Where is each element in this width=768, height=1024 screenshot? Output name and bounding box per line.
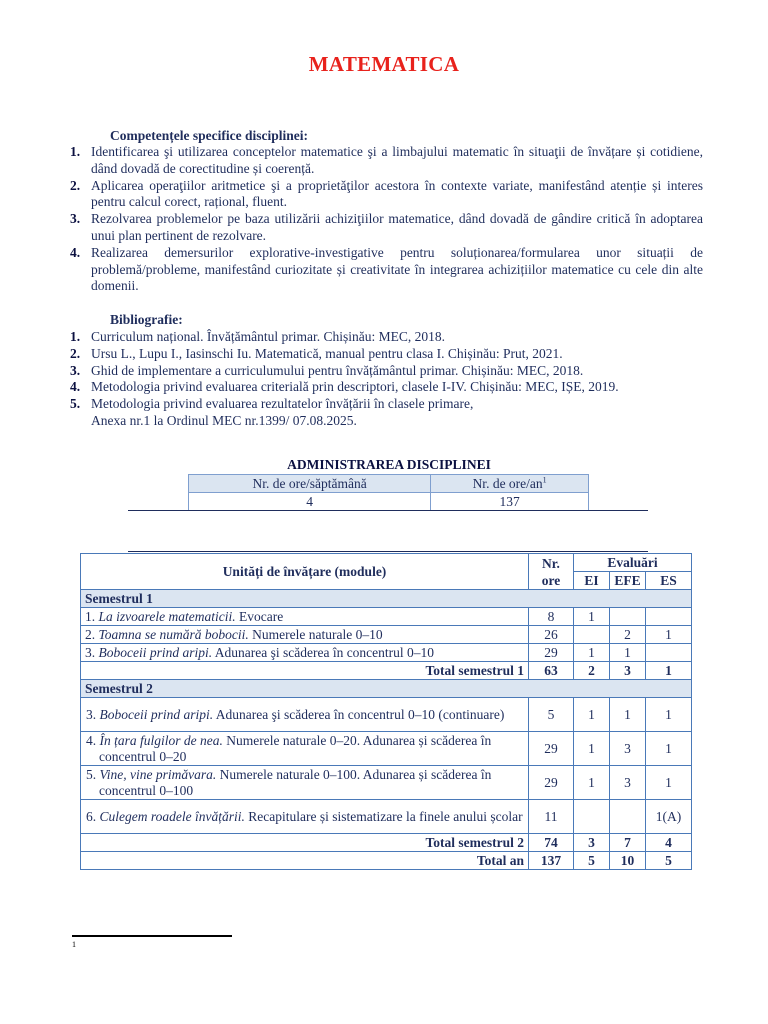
item-text: Ursu L., Lupu I., Iasinschi Iu. Matematică, manual pentru clasa I. Chișinău: Prut, 2021. xyxy=(91,345,563,361)
unit-hours: 29 xyxy=(529,766,574,800)
table-row xyxy=(81,608,692,626)
list-item xyxy=(70,144,703,178)
list-item xyxy=(70,379,703,396)
list-item xyxy=(70,363,703,380)
unit-ei: 1 xyxy=(574,766,610,800)
item-number: 2. xyxy=(70,345,81,361)
item-number: 4. xyxy=(70,244,81,260)
item-text: Ghid de implementare a curriculumului pentru învățământul primar. Chișinău: MEC, 2018. xyxy=(91,362,584,378)
total-hours: 137 xyxy=(529,852,574,870)
unit-num: 5. xyxy=(86,766,100,782)
admin-col-yearly xyxy=(431,475,589,493)
total-hours: 63 xyxy=(529,662,574,680)
unit-ei: 1 xyxy=(574,608,610,626)
item-number: 1. xyxy=(70,329,81,344)
divider xyxy=(128,510,648,511)
total-year-label: Total an xyxy=(81,852,529,870)
unit-es: 1 xyxy=(646,698,692,732)
unit-title: Boboceii prind aripi. xyxy=(99,706,214,722)
unit-name xyxy=(81,766,529,800)
unit-hours: 26 xyxy=(529,626,574,644)
unit-es: 1 xyxy=(646,766,692,800)
total-semester-2-label: Total semestrul 2 xyxy=(81,834,529,852)
item-text-line1: Metodologia privind evaluarea rezultatelor învățării în clasele primare, xyxy=(91,396,474,412)
item-text xyxy=(91,396,703,430)
unit-ei: 1 xyxy=(574,644,610,662)
list-item xyxy=(70,245,703,295)
table-row xyxy=(81,626,692,644)
unit-efe: 1 xyxy=(610,698,646,732)
header-hours: Nr. ore xyxy=(529,554,574,590)
admin-val-weekly: 4 xyxy=(189,493,431,511)
total-ei: 3 xyxy=(574,834,610,852)
item-number: 5. xyxy=(70,396,81,412)
unit-hours: 11 xyxy=(529,800,574,834)
unit-es xyxy=(646,644,692,662)
unit-num: 2. xyxy=(85,626,99,642)
total-efe: 3 xyxy=(610,662,646,680)
admin-title: ADMINISTRAREA DISCIPLINEI xyxy=(287,457,491,472)
list-item xyxy=(70,211,703,245)
unit-title: La izvoarele matematicii. xyxy=(98,608,236,624)
total-efe: 7 xyxy=(610,834,646,852)
unit-title: În țara fulgilor de nea. xyxy=(99,732,223,748)
unit-title: Toamna se numără bobocii. xyxy=(98,626,249,642)
table-row xyxy=(81,766,692,800)
list-item xyxy=(70,178,703,212)
unit-hours: 29 xyxy=(529,732,574,766)
unit-name xyxy=(81,732,529,766)
item-text: Realizarea demersurilor explorative-investigative pentru soluționarea/formularea unor situații de problemă/probleme, manifestând curiozitate și creativitate în integrarea achizițiilor matematice cu cele din alte domenii. xyxy=(91,244,703,294)
admin-table xyxy=(188,474,589,511)
table-row xyxy=(81,698,692,732)
bibliography-list xyxy=(70,329,703,430)
total-ei: 2 xyxy=(574,662,610,680)
unit-desc: Adunarea şi scăderea în concentrul 0–10 (continuare) xyxy=(213,706,505,722)
unit-title: Vine, vine primăvara. xyxy=(99,766,217,782)
unit-num: 6. xyxy=(86,808,100,824)
unit-title: Culegem roadele învățării. xyxy=(99,808,245,824)
item-text-line2: Anexa nr.1 la Ordinul MEC nr.1399/ 07.08.2025. xyxy=(91,412,357,428)
unit-desc: Recapitulare și sistematizare la finele anului școlar xyxy=(244,808,523,824)
unit-title: Boboceii prind aripi. xyxy=(98,644,213,660)
total-semester-1-label: Total semestrul 1 xyxy=(81,662,529,680)
unit-es: 1(A) xyxy=(646,800,692,834)
unit-name xyxy=(81,608,529,626)
unit-efe xyxy=(610,608,646,626)
table-row xyxy=(81,644,692,662)
list-item xyxy=(70,329,703,346)
unit-hours: 29 xyxy=(529,644,574,662)
unit-efe: 3 xyxy=(610,732,646,766)
admin-val-yearly: 137 xyxy=(431,493,589,511)
header-units: Unități de învățare (module) xyxy=(81,554,529,590)
unit-efe xyxy=(610,800,646,834)
admin-col-weekly: Nr. de ore/săptămână xyxy=(189,475,431,493)
unit-name xyxy=(81,698,529,732)
item-text: Metodologia privind evaluarea criterială prin descriptori, clasele I-IV. Chișinău: MEC, IȘE, 2019. xyxy=(91,379,619,395)
unit-name xyxy=(81,626,529,644)
list-item xyxy=(70,346,703,363)
unit-num: 3. xyxy=(86,706,100,722)
footnote-ref: 1 xyxy=(542,475,547,484)
unit-desc: Numerele naturale 0–100. Adunarea și scăderea în concentrul 0–100 xyxy=(99,766,492,798)
total-row xyxy=(81,834,692,852)
unit-ei: 1 xyxy=(574,732,610,766)
header-es: ES xyxy=(646,572,692,590)
item-text: Aplicarea operaţiilor aritmetice şi a proprietăţilor acestora în contexte variate, manifestând atenție și interes pentru calcul corect, rațional, fluent. xyxy=(91,177,703,210)
admin-col-yearly-label: Nr. de ore/an xyxy=(472,475,543,491)
semester-1-label: Semestrul 1 xyxy=(81,590,692,608)
unit-hours: 8 xyxy=(529,608,574,626)
header-ei: EI xyxy=(574,572,610,590)
semester-2-label: Semestrul 2 xyxy=(81,680,692,698)
unit-hours: 5 xyxy=(529,698,574,732)
divider xyxy=(128,551,648,552)
unit-es: 1 xyxy=(646,732,692,766)
unit-desc: Numerele naturale 0–10 xyxy=(248,626,383,642)
unit-ei: 1 xyxy=(574,698,610,732)
footnote: 1 xyxy=(72,940,76,949)
total-es: 5 xyxy=(646,852,692,870)
item-number: 3. xyxy=(70,362,81,378)
header-evaluations: Evaluări xyxy=(574,554,692,572)
unit-ei xyxy=(574,626,610,644)
unit-es: 1 xyxy=(646,626,692,644)
page-title: MATEMATICA xyxy=(308,52,460,76)
item-text: Rezolvarea problemelor pe baza utilizării achiziţiilor matematice, dând dovadă de gândire critică în adoptarea unui plan pertinent de rezolvare. xyxy=(91,211,703,243)
unit-name xyxy=(81,644,529,662)
unit-efe: 1 xyxy=(610,644,646,662)
unit-desc: Adunarea şi scăderea în concentrul 0–10 xyxy=(212,644,435,660)
competences-list xyxy=(70,144,703,295)
total-row xyxy=(81,662,692,680)
unit-num: 1. xyxy=(85,608,99,624)
unit-es xyxy=(646,608,692,626)
header-efe: EFE xyxy=(610,572,646,590)
item-number: 4. xyxy=(70,379,81,395)
competences-heading: Competențele specifice disciplinei: xyxy=(110,128,308,143)
list-item xyxy=(70,396,703,430)
item-number: 1. xyxy=(70,144,81,159)
unit-efe: 2 xyxy=(610,626,646,644)
table-row xyxy=(81,732,692,766)
unit-efe: 3 xyxy=(610,766,646,800)
total-es: 4 xyxy=(646,834,692,852)
item-text: Identificarea şi utilizarea conceptelor matematice şi a limbajului matematic în situaţii de învățare și cotidiene, dând dovadă de corectitudine și coerență. xyxy=(91,144,703,176)
unit-num: 4. xyxy=(86,732,100,748)
total-es: 1 xyxy=(646,662,692,680)
total-row xyxy=(81,852,692,870)
unit-ei xyxy=(574,800,610,834)
item-number: 3. xyxy=(70,211,81,227)
unit-desc: Numerele naturale 0–20. Adunarea și scăderea în concentrul 0–20 xyxy=(99,732,492,764)
bibliography-heading: Bibliografie: xyxy=(110,312,183,327)
table-row xyxy=(81,800,692,834)
units-table xyxy=(80,553,692,870)
total-hours: 74 xyxy=(529,834,574,852)
unit-num: 3. xyxy=(85,644,99,660)
unit-name xyxy=(81,800,529,834)
item-number: 2. xyxy=(70,177,81,193)
footnote-separator xyxy=(72,935,232,937)
unit-desc: Evocare xyxy=(235,608,284,624)
total-ei: 5 xyxy=(574,852,610,870)
item-text: Curriculum național. Învățământul primar. Chișinău: MEC, 2018. xyxy=(91,329,445,344)
total-efe: 10 xyxy=(610,852,646,870)
